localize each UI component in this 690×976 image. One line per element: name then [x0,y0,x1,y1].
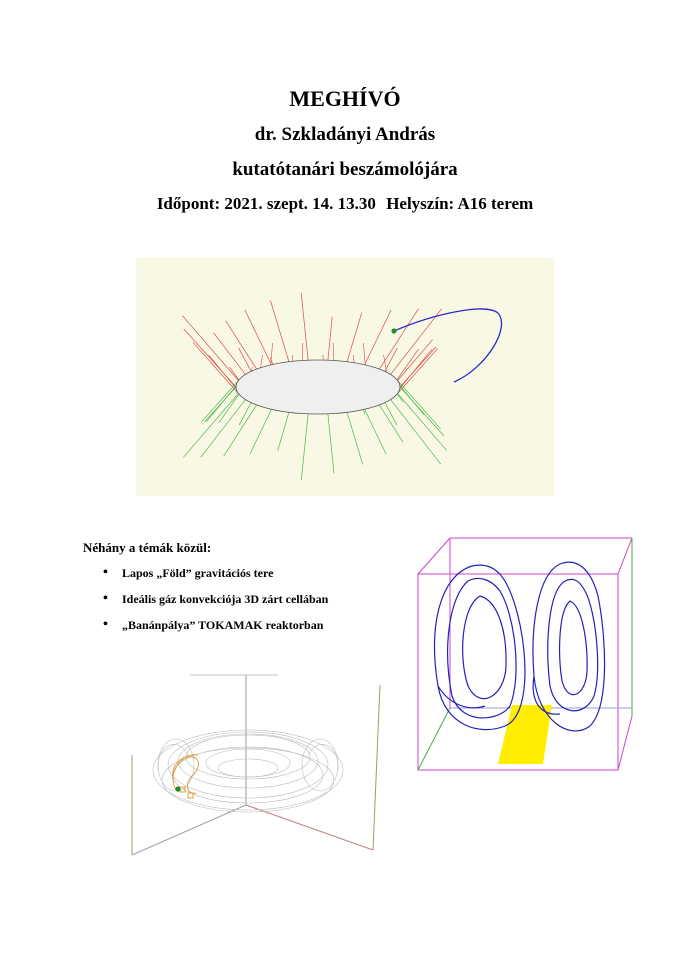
topic-text: „Banánpálya” TOKAMAK reaktorban [122,618,324,632]
topics-heading: Néhány a témák közül: [83,540,212,555]
heater-plate [498,705,552,764]
convection-cell-figure [410,536,642,774]
event-location: Helyszín: A16 terem [386,194,534,213]
topic-item [98,589,328,615]
bullet-icon: • [103,617,108,632]
orbiting-body [391,328,396,333]
event-details [0,194,690,214]
coordinate-axes [132,675,380,855]
invitation-title: MEGHÍVÓ [289,86,401,111]
topic-item [98,615,328,641]
flat-earth-field-figure [136,258,554,496]
torus [153,730,343,812]
particle-marker [175,786,180,791]
topic-list [98,563,328,641]
bullet-icon: • [103,565,108,580]
speaker-name: dr. Szkladányi András [254,124,436,145]
flat-disc [236,360,400,414]
banana-orbit [173,755,199,798]
event-time: Időpont: 2021. szept. 14. 13.30 [156,194,376,213]
topic-text: Ideális gáz konvekciója 3D zárt cellában [122,592,329,606]
topic-text: Lapos „Föld” gravitációs tere [122,566,274,580]
topic-item [98,563,328,589]
tokamak-figure [118,665,393,860]
bullet-icon: • [103,591,108,606]
event-subtitle: kutatótanári beszámolójára [232,159,458,180]
